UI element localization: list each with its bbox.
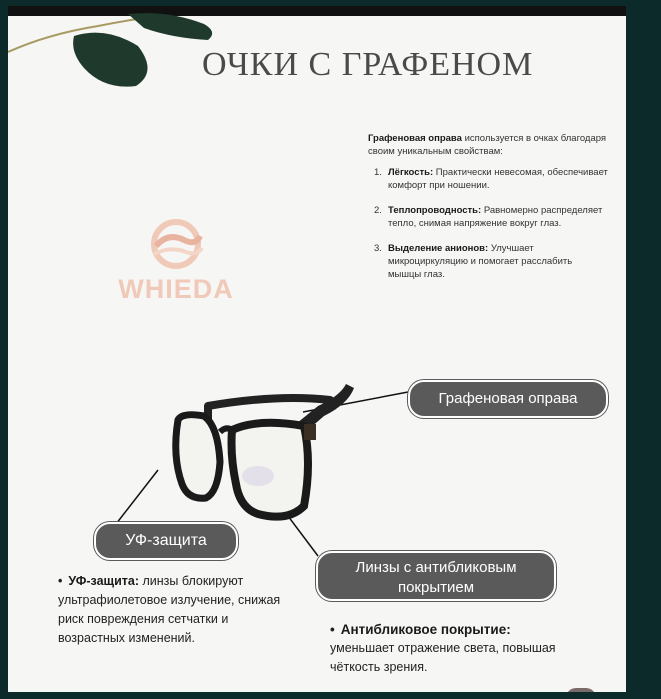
lens-label <box>316 551 556 601</box>
ar-description <box>330 620 590 677</box>
page <box>8 6 626 692</box>
bullet-dot: • <box>58 574 63 588</box>
property-list <box>368 166 608 281</box>
uv-description <box>58 572 298 648</box>
ar-bold: Антибликовое покрытие: <box>340 622 511 637</box>
list-item <box>368 204 608 230</box>
item-number: 2. <box>374 205 382 216</box>
item-title: Выделение анионов: <box>388 243 489 254</box>
ar-text: уменьшает отражение света, повышая чёткость зрения. <box>330 641 556 674</box>
item-title: Лёгкость: <box>388 167 434 178</box>
bullet-dot: • <box>330 622 335 637</box>
item-text: Практически невесомая, обеспечивает комфорт при ношении. <box>388 167 608 191</box>
lens-label-line1: Линзы с антибликовым <box>355 559 517 576</box>
item-text: Равномерно распределяет тепло, снимая напряжение вокруг глаз. <box>388 205 603 229</box>
uv-bold: УФ-защита: <box>68 574 139 588</box>
item-text: Улучшает микроциркуляцию и помогает расслабить мышцы глаз. <box>388 243 573 280</box>
list-item <box>368 166 608 192</box>
page-title: ОЧКИ С ГРАФЕНОМ <box>202 46 534 83</box>
list-item <box>368 242 608 281</box>
frame-info <box>368 132 608 293</box>
item-title: Теплопроводность: <box>388 205 482 216</box>
lens-label-line2: покрытием <box>397 579 475 596</box>
item-number: 3. <box>374 243 382 254</box>
uv-label: УФ-защита <box>94 522 238 560</box>
brand-logo <box>106 216 246 326</box>
uv-text: линзы блокируют ультрафиолетовое излучение, снижая риск повреждения сетчатки и возрастных изменений. <box>58 574 281 645</box>
intro-text: используется в очках благодаря своим уникальным свойствам: <box>368 133 607 157</box>
intro-bold: Графеновая оправа <box>368 133 462 144</box>
frame-label: Графеновая оправа <box>408 380 608 418</box>
corner-logo-icon <box>566 688 596 692</box>
whieda-logo-icon <box>144 216 208 272</box>
ar-heading <box>330 620 590 639</box>
frame-intro <box>368 132 608 158</box>
item-number: 1. <box>374 167 382 178</box>
brand-name: WHIEDA <box>118 274 234 304</box>
leaves-decoration <box>8 6 228 116</box>
